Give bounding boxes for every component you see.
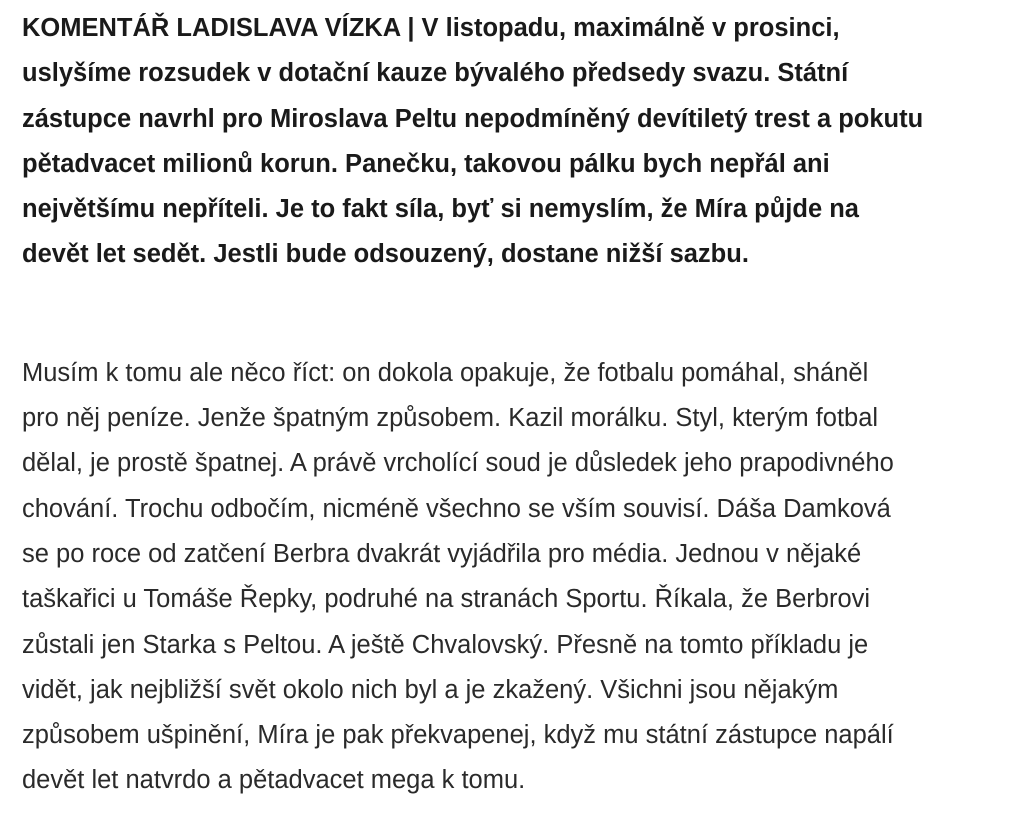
body-line: devět let natvrdo a pětadvacet mega k tomu. bbox=[22, 766, 526, 795]
body-line: vidět, jak nejbližší svět okolo nich byl a je zkažený. Všichni jsou nějakým bbox=[22, 675, 839, 704]
body-line: se po roce od zatčení Berbra dvakrát vyjádřila pro média. Jednou v nějaké bbox=[22, 539, 862, 568]
article-perex bbox=[22, 6, 1008, 278]
body-line: dělal, je prostě špatnej. A právě vrcholící soud je důsledek jeho prapodivného bbox=[22, 449, 894, 478]
body-line: chování. Trochu odbočím, nicméně všechno se vším souvisí. Dáša Damková bbox=[22, 494, 891, 523]
body-line: taškařici u Tomáše Řepky, podruhé na stranách Sportu. Říkala, že Berbrovi bbox=[22, 585, 871, 614]
body-line: zůstali jen Starka s Peltou. A ještě Chvalovský. Přesně na tomto příkladu je bbox=[22, 630, 869, 659]
perex-line: největšímu nepříteli. Je to fakt síla, byť si nemyslím, že Míra půjde na bbox=[22, 195, 859, 224]
perex-line: KOMENTÁŘ LADISLAVA VÍZKA | V listopadu, maximálně v prosinci, bbox=[22, 14, 840, 42]
perex-line: pětadvacet milionů korun. Panečku, takovou pálku bych nepřál ani bbox=[22, 149, 830, 178]
body-line: způsobem ušpinění, Míra je pak překvapenej, když mu státní zástupce napálí bbox=[22, 721, 894, 750]
perex-line: devět let sedět. Jestli bude odsouzený, dostane nižší sazbu. bbox=[22, 240, 749, 269]
perex-line: uslyšíme rozsudek v dotační kauze bývalého předsedy svazu. Státní bbox=[22, 59, 849, 88]
article-body-paragraph bbox=[22, 351, 1008, 804]
body-line: pro něj peníze. Jenže špatným způsobem. Kazil morálku. Styl, kterým fotbal bbox=[22, 404, 879, 433]
body-line: Musím k tomu ale něco říct: on dokola opakuje, že fotbalu pomáhal, sháněl bbox=[22, 358, 869, 387]
perex-line: zástupce navrhl pro Miroslava Peltu nepodmíněný devítiletý trest a pokutu bbox=[22, 104, 924, 133]
